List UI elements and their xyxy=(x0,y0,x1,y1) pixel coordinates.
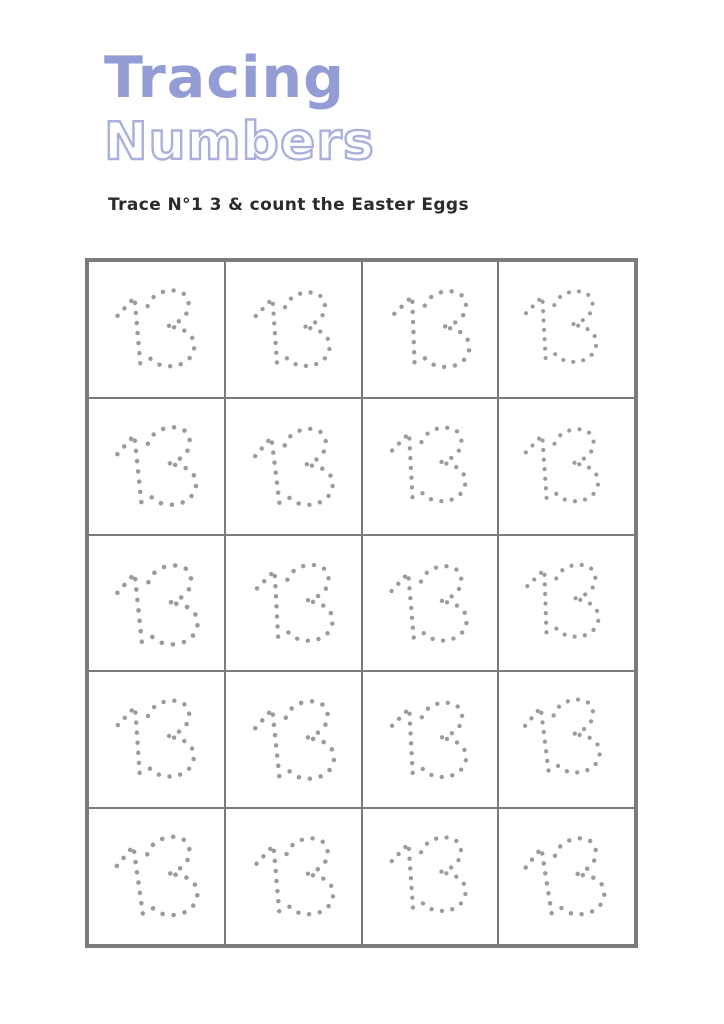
tracing-cell xyxy=(498,261,635,398)
tracing-cell xyxy=(88,398,225,535)
dotted-number-13 xyxy=(226,399,361,534)
tracing-cell xyxy=(88,808,225,945)
tracing-cell xyxy=(498,535,635,672)
tracing-cell xyxy=(225,808,362,945)
dotted-number-13 xyxy=(226,262,361,397)
dotted-number-13 xyxy=(499,399,634,534)
header xyxy=(104,45,469,215)
dotted-number-13 xyxy=(363,536,498,671)
dotted-number-13 xyxy=(499,672,634,807)
tracing-cell xyxy=(88,261,225,398)
tracing-cell xyxy=(498,808,635,945)
page-title-line2-outline xyxy=(102,109,422,177)
tracing-cell xyxy=(362,261,499,398)
worksheet-instructions: Trace N°1 3 & count the Easter Eggs xyxy=(108,195,469,215)
tracing-cell xyxy=(498,671,635,808)
page-title-line1: Tracing xyxy=(104,45,345,111)
dotted-number-13 xyxy=(89,672,224,807)
dotted-number-13 xyxy=(89,809,224,944)
dotted-number-13 xyxy=(499,262,634,397)
tracing-cell xyxy=(362,398,499,535)
page-title-line2-text: Numbers xyxy=(104,112,375,172)
dotted-number-13 xyxy=(363,809,498,944)
tracing-cell xyxy=(362,535,499,672)
dotted-number-13 xyxy=(89,262,224,397)
dotted-number-13 xyxy=(226,809,361,944)
dotted-number-13 xyxy=(363,399,498,534)
dotted-number-13 xyxy=(226,536,361,671)
tracing-cell xyxy=(88,671,225,808)
tracing-cell xyxy=(498,398,635,535)
tracing-cell xyxy=(225,261,362,398)
tracing-cell xyxy=(225,398,362,535)
dotted-number-13 xyxy=(363,672,498,807)
tracing-grid xyxy=(85,258,638,948)
tracing-cell xyxy=(362,808,499,945)
tracing-cell xyxy=(225,671,362,808)
dotted-number-13 xyxy=(89,536,224,671)
dotted-number-13 xyxy=(89,399,224,534)
tracing-cell xyxy=(362,671,499,808)
dotted-number-13 xyxy=(499,809,634,944)
dotted-number-13 xyxy=(226,672,361,807)
dotted-number-13 xyxy=(499,536,634,671)
tracing-cell xyxy=(88,535,225,672)
tracing-cell xyxy=(225,535,362,672)
dotted-number-13 xyxy=(363,262,498,397)
